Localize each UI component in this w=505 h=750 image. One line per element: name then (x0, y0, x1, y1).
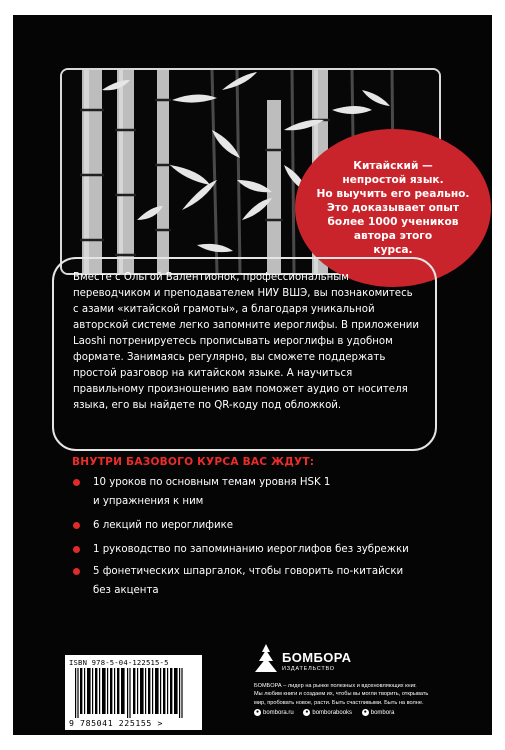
isbn-label: ISBN 978-5-04-122515-5 (69, 658, 169, 667)
callout-line: Китайский — (353, 160, 433, 172)
publisher-description (254, 682, 428, 707)
list-item-line: 6 лекций по иероглифике (93, 520, 234, 531)
description-text (73, 270, 425, 414)
description-line: Вместе с Ольгой Валентионок, профессиональным (73, 272, 349, 283)
callout-line: более 1000 учеников (327, 216, 459, 228)
list-item-line: без акцента (93, 585, 159, 596)
description-line: Laoshi потренируетесь прописывать иероглифы в удобном (73, 336, 393, 347)
callout-line: Но выучить его реально. (316, 188, 470, 200)
telegram-icon: ● (363, 709, 367, 715)
list-item-line: 1 руководство по запоминанию иероглифов без зубрежки (93, 544, 409, 555)
callout-line: автора этого (353, 230, 433, 242)
publisher-line: мир, пробовать новое, расти. Быть счастливыми. Быть на волне. (254, 699, 424, 706)
social-site (254, 709, 294, 716)
publisher-line: БОМБОРА – лидер на рынке полезных и вдохновляющих книг. (254, 683, 417, 689)
publisher-line: Мы любим книги и создаем их, чтобы вы могли творить, открывать (254, 691, 429, 698)
description-line: языка, его вы найдете по QR-коду под обложкой. (73, 400, 342, 411)
vk-icon: ● (305, 709, 309, 715)
bullet-dot-icon (73, 568, 80, 575)
description-line: переводчиком и преподавателем НИУ ВШЭ, вы познакомитесь (73, 288, 413, 299)
inside-heading: ВНУТРИ БАЗОВОГО КУРСА ВАС ЖДУТ: (72, 456, 315, 468)
bullet-dot-icon (73, 479, 80, 486)
callout-line: Это доказывает опыт (327, 202, 459, 214)
publisher-logo (254, 642, 434, 686)
callout-line: курса. (373, 244, 413, 256)
publisher-name: БОМБОРА (282, 650, 352, 665)
description-line: формате. Занимаясь регулярно, вы сможете поддержать (73, 352, 386, 363)
social-telegram (362, 709, 395, 716)
bombora-logo-icon (254, 644, 278, 674)
globe-icon: ● (255, 709, 260, 715)
bullet-dot-icon (73, 522, 80, 529)
social-label: bombora.ru (263, 710, 294, 717)
social-vk (303, 709, 352, 716)
bullet-dot-icon (73, 546, 80, 553)
publisher-sub: ИЗДАТЕЛЬСТВО (282, 666, 335, 672)
list-item-line: 10 уроков по основным темам уровня HSK 1 (93, 477, 331, 488)
social-label: bombora (370, 710, 395, 717)
barcode-bars-icon (69, 668, 198, 718)
description-line: правильному произношению вам поможет аудио от носителя (73, 384, 408, 395)
social-label: bomborabooks (312, 710, 353, 717)
description-line: авторской системе легко запомните иероглифы. В приложении (73, 320, 420, 331)
barcode-digits: 9 785041 225155 > (69, 718, 163, 728)
description-line: с азами «китайской грамоты», а благодаря уникальной (73, 304, 375, 315)
social-links (254, 709, 402, 716)
list-item-line: 5 фонетических шпаргалок, чтобы говорить по-китайски (93, 566, 404, 577)
list-item-line: и упражнения к ним (93, 496, 204, 507)
callout-line: непростой язык. (342, 174, 444, 186)
barcode (65, 655, 202, 730)
description-line: простой разговор на китайском языке. А научиться (73, 368, 353, 379)
